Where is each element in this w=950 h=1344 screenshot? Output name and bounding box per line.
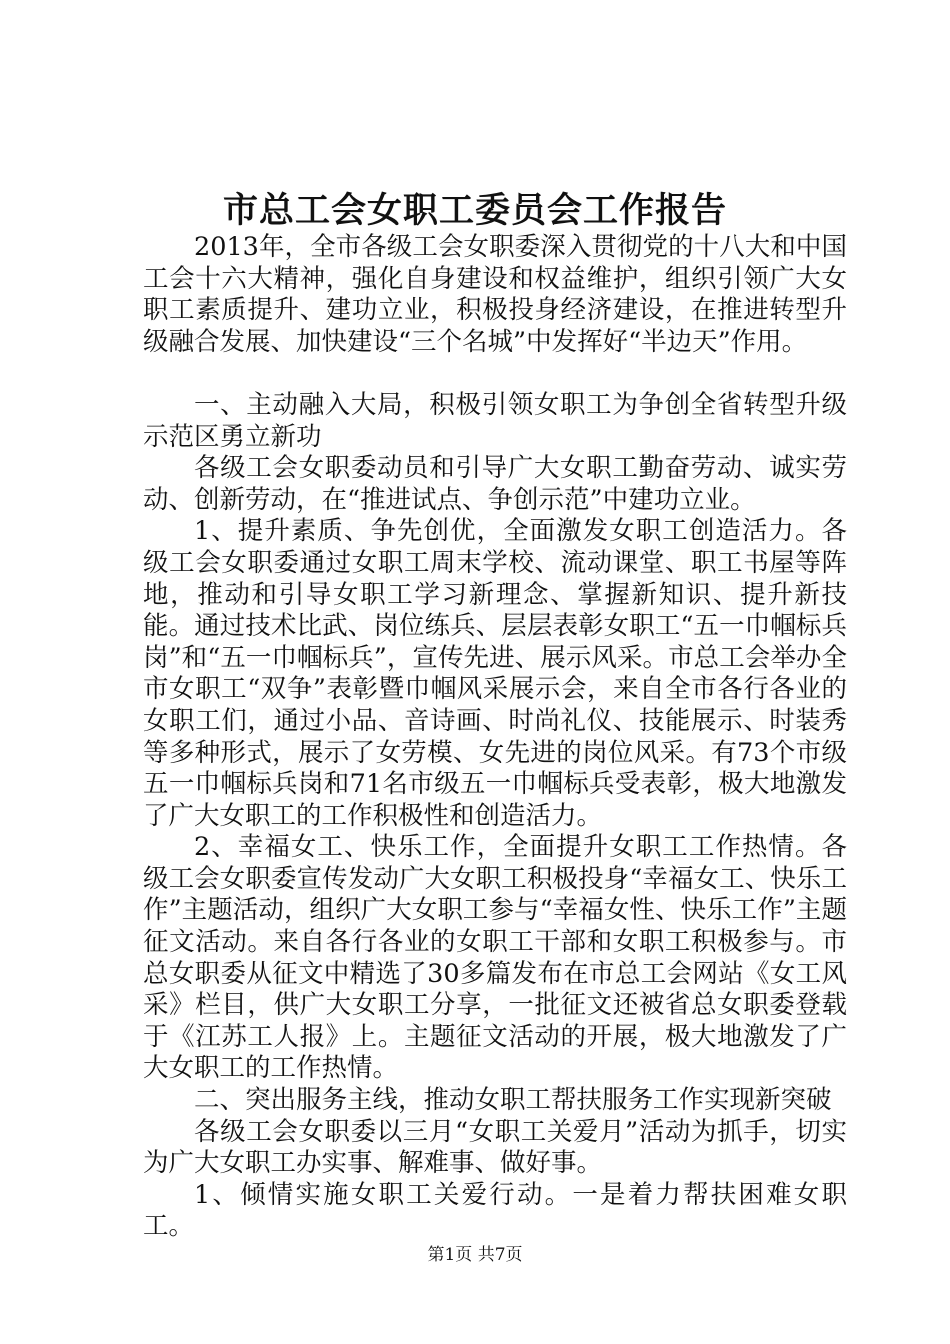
document-title: 市总工会女职工委员会工作报告 <box>222 190 727 231</box>
page-number-footer: 第1页 共7页 <box>427 1245 523 1265</box>
section-heading-1: 一、主动融入大局，积极引领女职工为争创全省转型升级示范区勇立新功 <box>143 389 847 452</box>
document-body <box>143 232 847 1243</box>
body-paragraph: 各级工会女职委动员和引导广大女职工勤奋劳动、诚实劳动、创新劳动，在“推进试点、争创示范”中建功立业。 <box>143 453 847 515</box>
intro-paragraph: 2013年，全市各级工会女职委深入贯彻党的十八大和中国工会十六大精神，强化自身建设和权益维护，组织引领广大女职工素质提升、建功立业，积极投身经济建设，在推进转型升级融合发展、加快建设“三个名城”中发挥好“半边天”作用。 <box>143 232 847 357</box>
body-paragraph: 1、提升素质、争先创优，全面激发女职工创造活力。各级工会女职委通过女职工周末学校、流动课堂、职工书屋等阵地，推动和引导女职工学习新理念、掌握新知识、提升新技能。通过技术比武、岗位练兵、层层表彰女职工“五一巾帼标兵岗”和“五一巾帼标兵”，宣传先进、展示风采。市总工会举办全市女职工“双争”表彰暨巾帼风采展示会，来自全市各行各业的女职工们，通过小品、音诗画、时尚礼仪、技能展示、时装秀等多种形式，展示了女劳模、女先进的岗位风采。有73个市级五一巾帼标兵岗和71名市级五一巾帼标兵受表彰，极大地激发了广大女职工的工作积极性和创造活力。 <box>143 516 847 831</box>
section-heading-2: 二、突出服务主线，推动女职工帮扶服务工作实现新突破 <box>194 1085 832 1116</box>
body-paragraph: 2、幸福女工、快乐工作，全面提升女职工工作热情。各级工会女职委宣传发动广大女职工积极投身“幸福女工、快乐工作”主题活动，组织广大女职工参与“幸福女性、快乐工作”主题征文活动。来自各行各业的女职工干部和女职工积极参与。市总女职委从征文中精选了30多篇发布在市总工会网站《女工风采》栏目，供广大女职工分享，一批征文还被省总女职委登载于《江苏工人报》上。主题征文活动的开展，极大地激发了广大女职工的工作热情。 <box>143 832 847 1084</box>
body-paragraph: 各级工会女职委以三月“女职工关爱月”活动为抓手，切实为广大女职工办实事、解难事、做好事。 <box>143 1116 847 1179</box>
body-paragraph: 1、倾情实施女职工关爱行动。一是着力帮扶困难女职工。 <box>143 1179 847 1242</box>
